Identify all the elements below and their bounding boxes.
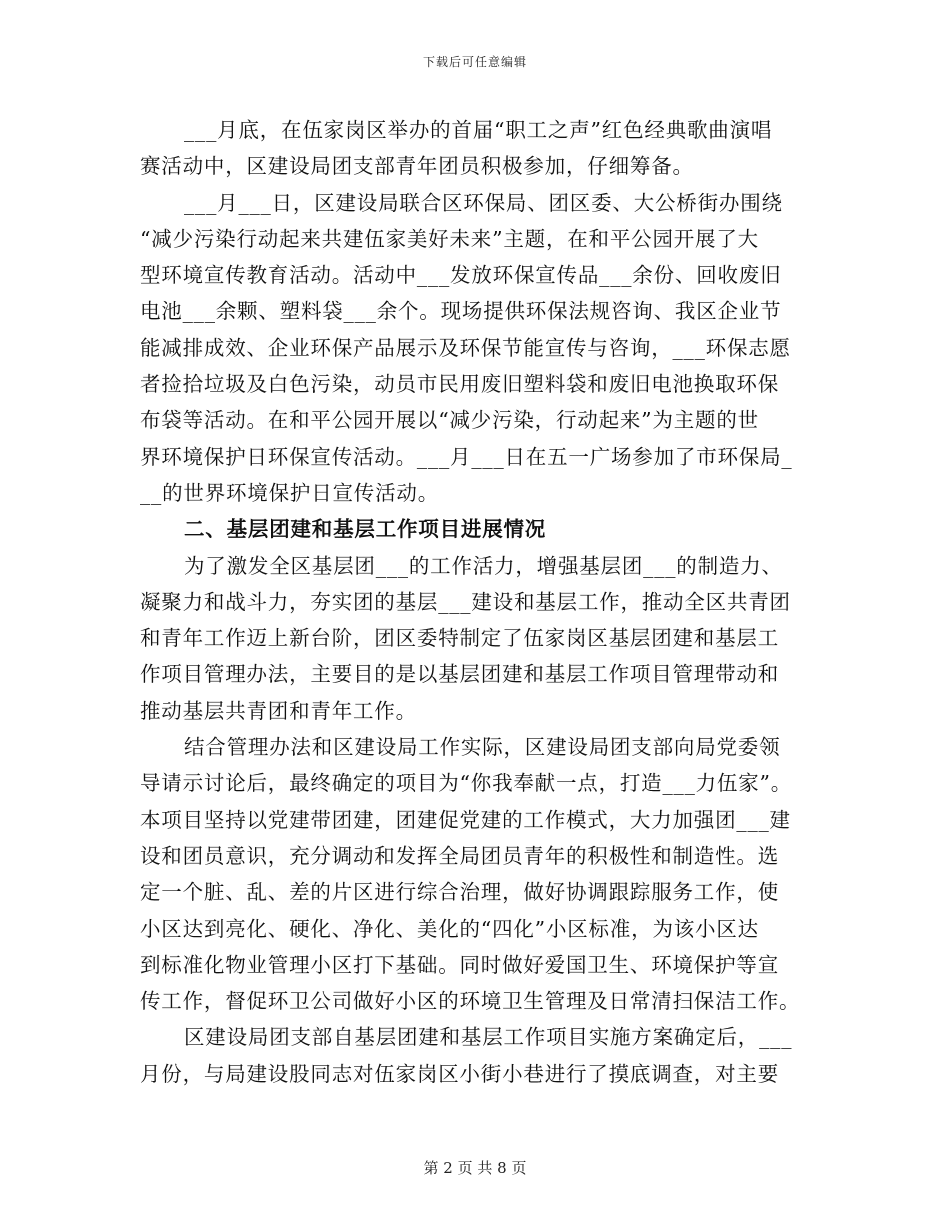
paragraph-line: 作项目管理办法，主要目的是以基层团建和基层工作项目管理带动和 xyxy=(140,662,779,687)
page-number-footer: 第 2 页 共 8 页 xyxy=(423,1159,527,1177)
paragraph-line: 推动基层共青团和青年工作。 xyxy=(140,698,417,723)
paragraph-line: 本项目坚持以党建带团建，团建促党建的工作模式，大力加强团___建 xyxy=(140,807,791,832)
paragraph-line: 到标准化物业管理小区打下基础。同时做好爱国卫生、环境保护等宣 xyxy=(140,952,779,977)
section-heading: 二、基层团建和基层工作项目进展情况 xyxy=(184,517,547,542)
paragraph-line: 结合管理办法和区建设局工作实际，区建设局团支部向局党委领 xyxy=(184,735,781,760)
page-header-note: 下载后可任意编辑 xyxy=(422,55,527,69)
paragraph-line: 界环境保护日环保宣传活动。___月___日在五一广场参加了市环保局_ xyxy=(140,444,793,469)
paragraph-line: ___月底，在伍家岗区举办的首届“职工之声”红色经典歌曲演唱 xyxy=(184,118,773,142)
paragraph-line: 型环境宣传教育活动。活动中___发放环保宣传品___余份、回收废旧 xyxy=(140,263,782,288)
paragraph-line: 凝聚力和战斗力，夯实团的基层___建设和基层工作，推动全区共青团 xyxy=(140,589,791,614)
paragraph-line: 布袋等活动。在和平公园开展以“减少污染，行动起来”为主题的世 xyxy=(140,408,759,433)
paragraph-line: 为了激发全区基层团___的工作活力，增强基层团___的制造力、 xyxy=(184,553,783,578)
paragraph-line: 设和团员意识，充分调动和发挥全局团员青年的积极性和制造性。选 xyxy=(140,843,779,868)
paragraph-line: 能减排成效、企业环保产品展示及环保节能宣传与咨询，___环保志愿 xyxy=(140,335,791,360)
paragraph-line: 导请示讨论后，最终确定的项目为“你我奉献一点，打造___力伍家”。 xyxy=(140,771,793,796)
paragraph-line: 者捡拾垃圾及白色污染，动员市民用废旧塑料袋和废旧电池换取环保 xyxy=(140,372,779,397)
paragraph-line: 定一个脏、乱、差的片区进行综合治理，做好协调跟踪服务工作，使 xyxy=(140,880,779,905)
paragraph-line: 区建设局团支部自基层团建和基层工作项目实施方案确定后，___ xyxy=(184,1025,793,1050)
paragraph-line: 小区达到亮化、硬化、净化、美化的“四化”小区标准，为该小区达 xyxy=(140,916,759,941)
paragraph-line: 赛活动中，区建设局团支部青年团员积极参加，仔细筹备。 xyxy=(140,154,694,179)
paragraph-line: 月份，与局建设股同志对伍家岗区小街小巷进行了摸底调查，对主要 xyxy=(140,1061,779,1086)
paragraph-line: __的世界环境保护日宣传活动。 xyxy=(140,480,439,505)
paragraph-line: ___月___日，区建设局联合区环保局、团区委、大公桥街办围绕 xyxy=(184,190,783,215)
paragraph-line: “减少污染行动起来共建伍家美好未来”主题，在和平公园开展了大 xyxy=(140,226,759,251)
paragraph-line: 电池___余颗、塑料袋___余个。现场提供环保法规咨询、我区企业节 xyxy=(140,299,782,324)
document-body xyxy=(140,112,820,1092)
paragraph-line: 传工作，督促环卫公司做好小区的环境卫生管理及日常清扫保洁工作。 xyxy=(140,989,801,1014)
paragraph-line: 和青年工作迈上新台阶，团区委特制定了伍家岗区基层团建和基层工 xyxy=(140,626,779,651)
